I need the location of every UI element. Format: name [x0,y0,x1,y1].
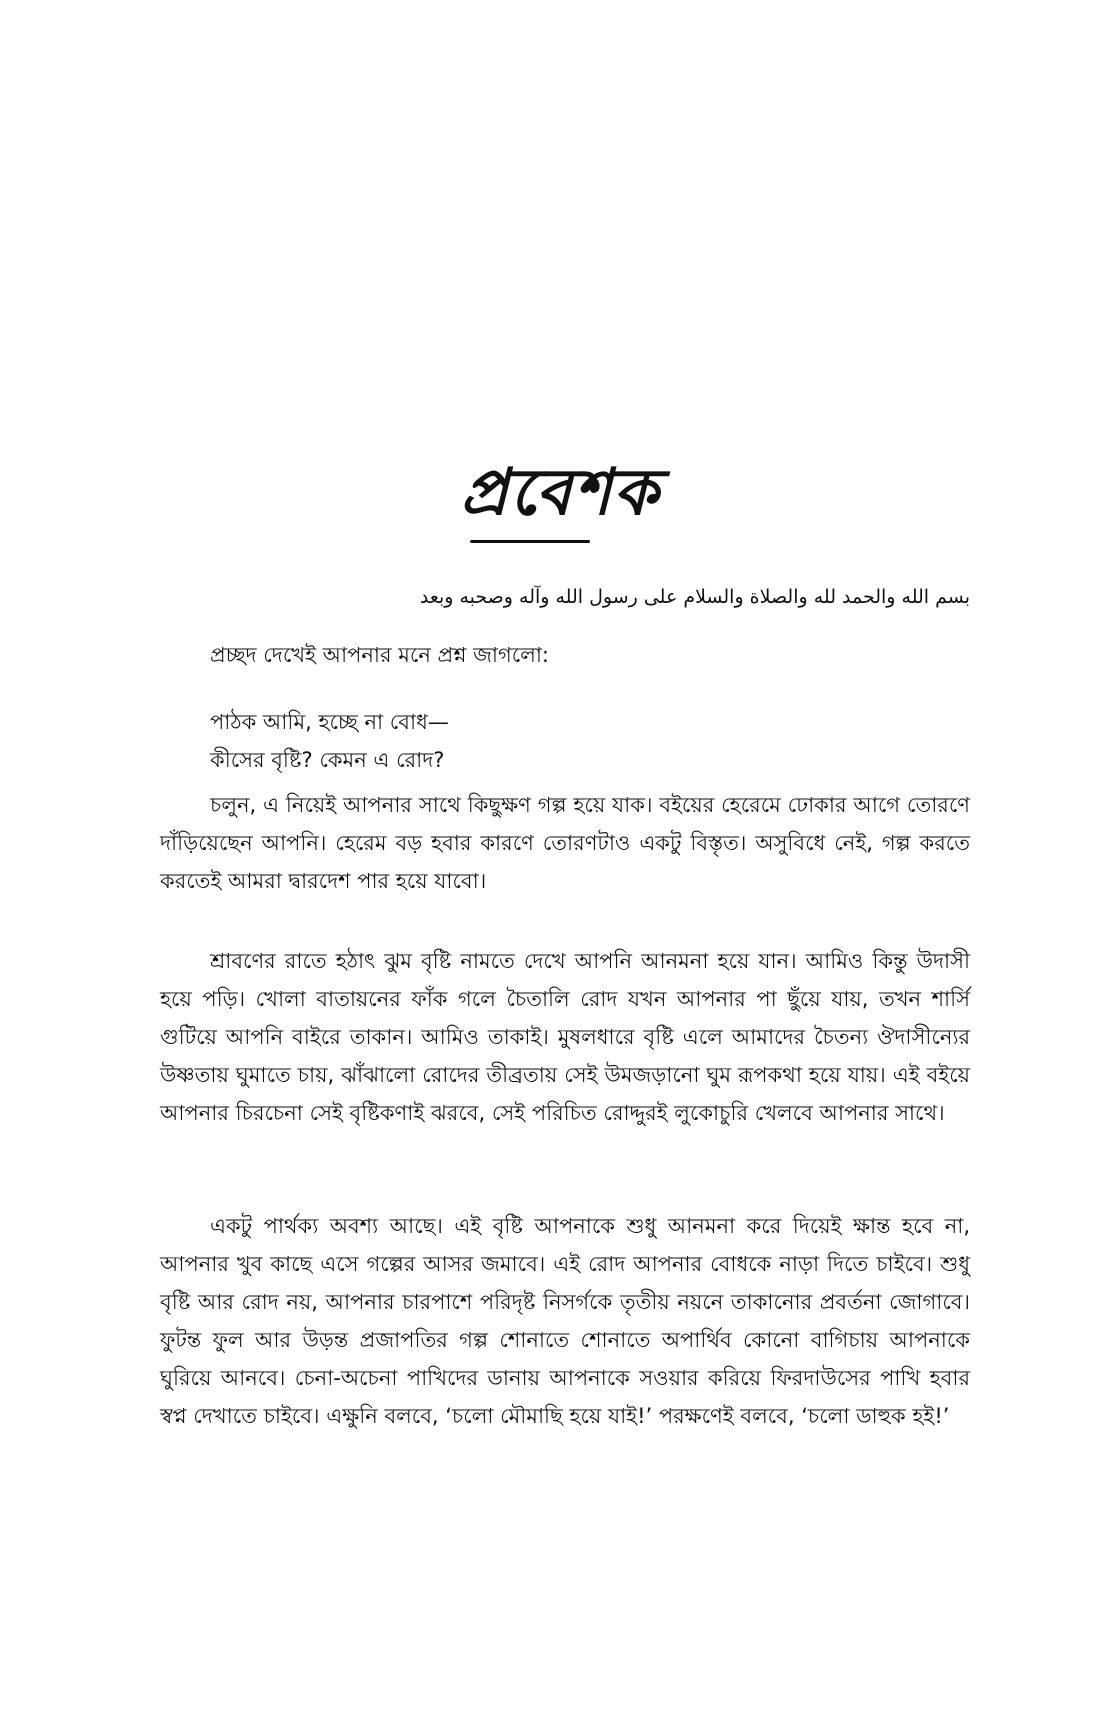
body-paragraph: শ্রাবণের রাতে হঠাৎ ঝুম বৃষ্টি নামতে দেখে আপনি আনমনা হয়ে যান। আমিও কিন্তু উদাসী হয়ে পড়ি। খোলা বাতায়নের ফাঁক গলে চৈতালি রোদ যখন আপনার পা ছুঁয়ে যায়, তখন শার্সি গুটিয়ে আপনি বাইরে তাকান। আমিও তাকাই। মুষলধারে বৃষ্টি এলে আমাদের চৈতন্য ঔদাসীন্যের উষ্ণতায় ঘুমাতে চায়, ঝাঁঝালো রোদের তীব্রতায় সেই উমজড়ানো ঘুম রূপকথা হয়ে যায়। এই বইয়ে আপনার চিরচেনা সেই বৃষ্টিকণাই ঝরবে, সেই পরিচিত রোদ্দুরই লুকোচুরি খেলবে আপনার সাথে। [160,949,970,1125]
intro-line: প্রচ্ছদ দেখেই আপনার মনে প্রশ্ন জাগলো: [210,643,550,667]
verse-block [160,703,970,779]
bismillah-line: بسم الله والحمد لله والصلاة والسلام على رسول الله وآله وصحبه وبعد [419,586,970,608]
title-underline-decoration [470,540,590,543]
page-title: প্রবেশক [460,455,660,530]
verse-line: পাঠক আমি, হচ্ছে না বোধ— [210,710,449,734]
body-paragraph: চলুন, এ নিয়েই আপনার সাথে কিছুক্ষণ গল্প হয়ে যাক। বইয়ের হেরেমে ঢোকার আগে তোরণে দাঁড়িয়েছেন আপনি। হেরেম বড় হবার কারণে তোরণটাও একটু বিস্তৃত। অসুবিধে নেই, গল্প করতে করতেই আমরা দ্বারদেশ পার হয়ে যাবো। [160,793,970,893]
verse-line: কীসের বৃষ্টি? কেমন এ রোদ? [210,748,445,772]
body-paragraph: একটু পার্থক্য অবশ্য আছে। এই বৃষ্টি আপনাকে শুধু আনমনা করে দিয়েই ক্ষান্ত হবে না, আপনার খুব কাছে এসে গল্পের আসর জমাবে। এই রোদ আপনার বোধকে নাড়া দিতে চাইবে। শুধু বৃষ্টি আর রোদ নয়, আপনার চারপাশে পরিদৃষ্ট নিসর্গকে তৃতীয় নয়নে তাকানোর প্রবর্তনা জোগাবে। ফুটন্ত ফুল আর উড়ন্ত প্রজাপতির গল্প শোনাতে শোনাতে অপার্থিব কোনো বাগিচায় আপনাকে ঘুরিয়ে আনবে। চেনা-অচেনা পাখিদের ডানায় আপনাকে সওয়ার করিয়ে ফিরদাউসের পাখি হবার স্বপ্ন দেখাতে চাইবে। এক্ষুনি বলবে, ‘চলো মৌমাছি হয়ে যাই!’ পরক্ষণেই বলবে, ‘চলো ডাহুক হই!’ [160,1214,970,1428]
